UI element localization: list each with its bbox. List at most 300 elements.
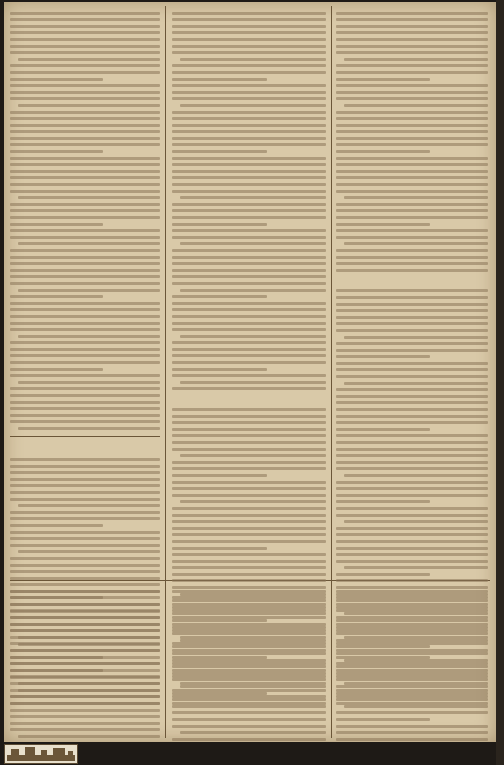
text-line (336, 401, 488, 404)
text-line (172, 302, 326, 305)
text-line (336, 303, 488, 306)
text-line (336, 579, 488, 582)
text-line (172, 130, 326, 133)
text-line (172, 656, 267, 659)
text-line (10, 465, 160, 468)
lower-column-1 (10, 586, 160, 708)
text-line (336, 349, 488, 352)
text-line (172, 527, 326, 530)
text-line (10, 420, 160, 423)
text-line (172, 91, 326, 94)
text-line (344, 474, 488, 477)
text-line (172, 183, 326, 186)
text-line (172, 71, 326, 74)
text-line (172, 642, 326, 645)
text-line (172, 249, 326, 252)
text-line (336, 183, 488, 186)
text-line (336, 481, 488, 484)
newspaper-page (4, 2, 496, 742)
text-line (172, 361, 326, 364)
text-line (172, 12, 326, 15)
text-line (10, 150, 103, 153)
text-line (172, 45, 326, 48)
text-block-serial (10, 590, 160, 705)
text-line (336, 711, 488, 714)
text-line (172, 236, 326, 239)
library-stamp-icon (4, 744, 78, 764)
text-line (172, 711, 326, 714)
text-line (10, 478, 160, 481)
text-line (10, 669, 160, 672)
text-line (10, 531, 160, 534)
text-line (336, 718, 430, 721)
text-line (10, 374, 160, 377)
text-line (10, 25, 160, 28)
text-line (336, 31, 488, 34)
text-line (180, 104, 326, 107)
text-line (10, 709, 160, 712)
text-line (336, 590, 488, 593)
text-line (10, 229, 160, 232)
text-line (10, 728, 160, 731)
text-line (336, 368, 488, 371)
text-line (10, 596, 160, 599)
text-line (172, 408, 326, 411)
text-line (336, 461, 488, 464)
text-line (172, 487, 326, 490)
text-line (10, 354, 160, 357)
text-line (336, 190, 488, 193)
text-line (172, 689, 326, 692)
text-line (172, 38, 326, 41)
text-line (172, 282, 326, 285)
text-line (172, 649, 326, 652)
text-line (336, 408, 488, 411)
text-line (336, 289, 488, 292)
text-line (172, 494, 326, 497)
text-block-serial (172, 590, 326, 705)
text-line (10, 675, 160, 678)
text-line (344, 104, 488, 107)
text-line (336, 500, 430, 503)
text-line (10, 315, 160, 318)
text-line (336, 560, 488, 563)
text-line (336, 163, 488, 166)
text-block-column-3-top (336, 12, 488, 272)
text-line (18, 335, 160, 338)
text-line (336, 695, 488, 698)
text-line (336, 738, 488, 741)
text-line (18, 735, 160, 738)
text-line (172, 481, 326, 484)
text-line (336, 656, 430, 659)
text-line (172, 275, 326, 278)
text-line (172, 31, 326, 34)
text-line (336, 38, 488, 41)
text-line (172, 662, 326, 665)
text-line (10, 170, 160, 173)
text-line (336, 675, 488, 678)
text-line (10, 577, 160, 580)
text-line (336, 84, 488, 87)
text-line (172, 315, 326, 318)
text-line (336, 375, 488, 378)
text-line (10, 407, 160, 410)
text-line (10, 715, 160, 718)
text-line (344, 382, 488, 385)
text-line (336, 702, 488, 705)
text-line (10, 143, 160, 146)
text-line (336, 609, 488, 612)
text-line (172, 702, 326, 705)
text-line (172, 675, 326, 678)
text-line (10, 117, 160, 120)
text-line (180, 196, 326, 199)
text-line (10, 557, 160, 560)
text-line (172, 256, 326, 259)
text-line (10, 71, 160, 74)
text-line (10, 124, 160, 127)
text-line (172, 124, 326, 127)
text-line (10, 387, 160, 390)
text-line (10, 209, 160, 212)
text-line (172, 354, 326, 357)
text-line (18, 682, 160, 685)
text-line (336, 553, 488, 556)
text-line (18, 104, 160, 107)
text-line (336, 176, 488, 179)
text-line (336, 547, 488, 550)
text-line (336, 507, 488, 510)
text-line (180, 289, 326, 292)
text-line (10, 609, 160, 612)
text-line (336, 78, 430, 81)
text-line (172, 579, 326, 582)
text-line (172, 467, 326, 470)
text-line (10, 471, 160, 474)
text-line (180, 58, 326, 61)
text-line (336, 395, 488, 398)
text-line (10, 322, 160, 325)
text-line (172, 368, 267, 371)
text-line (10, 414, 160, 417)
text-line (344, 58, 488, 61)
text-line (344, 196, 488, 199)
text-line (18, 427, 160, 430)
text-line (10, 78, 103, 81)
text-line (336, 18, 488, 21)
text-line (10, 695, 160, 698)
text-line (10, 491, 160, 494)
text-line (336, 51, 488, 54)
text-line (172, 507, 326, 510)
text-line (336, 623, 488, 626)
text-line (10, 590, 160, 593)
dateline-oldenburg (336, 276, 488, 286)
text-line (336, 355, 430, 358)
text-line (344, 566, 488, 569)
text-line (180, 500, 326, 503)
text-line (336, 223, 430, 226)
text-line (10, 394, 160, 397)
text-line (336, 689, 488, 692)
text-line (10, 702, 160, 705)
text-line (336, 725, 488, 728)
text-line (172, 84, 326, 87)
text-line (180, 636, 326, 639)
text-line (336, 467, 488, 470)
text-line (10, 662, 160, 665)
text-line (336, 316, 488, 319)
text-line (180, 454, 326, 457)
text-line (10, 282, 160, 285)
text-line (180, 242, 326, 245)
text-line (10, 275, 160, 278)
text-line (172, 421, 326, 424)
text-line (172, 718, 326, 721)
text-line (18, 196, 160, 199)
text-line (10, 689, 160, 692)
text-line (10, 722, 160, 725)
text-line (172, 18, 326, 21)
text-line (172, 97, 326, 100)
text-line (336, 12, 488, 15)
text-line (172, 150, 267, 153)
text-line (172, 387, 326, 390)
text-line (172, 143, 326, 146)
text-line (10, 137, 160, 140)
text-line (10, 302, 160, 305)
text-line (344, 682, 488, 685)
text-line (172, 623, 326, 626)
text-line (10, 616, 160, 619)
text-line (10, 163, 160, 166)
text-line (336, 421, 488, 424)
text-line (172, 448, 326, 451)
text-line (336, 603, 488, 606)
text-line (10, 84, 160, 87)
text-line (172, 51, 326, 54)
text-line (10, 249, 160, 252)
text-line (10, 223, 103, 226)
column-rule (331, 6, 332, 738)
text-line (336, 388, 488, 391)
text-line (336, 428, 430, 431)
text-line (10, 603, 160, 606)
text-line (172, 560, 326, 563)
text-line (172, 374, 326, 377)
text-line (172, 461, 326, 464)
text-line (172, 725, 326, 728)
text-line (336, 249, 488, 252)
text-line (336, 533, 488, 536)
text-line (336, 362, 488, 365)
text-line (10, 524, 103, 527)
text-line (10, 498, 160, 501)
text-line (336, 527, 488, 530)
text-line (10, 642, 160, 645)
text-line (18, 58, 160, 61)
text-line (18, 550, 160, 553)
text-line (10, 458, 160, 461)
text-line (10, 656, 103, 659)
text-line (10, 269, 160, 272)
text-line (336, 434, 488, 437)
column-rule (165, 6, 166, 738)
text-line (172, 163, 326, 166)
text-line (10, 401, 160, 404)
text-block-serial (336, 590, 488, 705)
text-line (336, 97, 488, 100)
text-line (10, 190, 160, 193)
text-line (336, 342, 488, 345)
text-line (172, 216, 326, 219)
text-line (10, 629, 160, 632)
text-line (172, 269, 326, 272)
text-line (180, 335, 326, 338)
text-line (336, 256, 488, 259)
dateline-bremen (172, 394, 326, 404)
text-line (172, 176, 326, 179)
text-line (172, 695, 326, 698)
text-line (18, 242, 160, 245)
text-line (172, 669, 326, 672)
text-line (172, 223, 267, 226)
text-line (18, 636, 160, 639)
text-line (336, 130, 488, 133)
text-line (336, 269, 488, 272)
text-line (172, 596, 326, 599)
page-edge (496, 0, 504, 765)
text-line (10, 203, 160, 206)
text-line (344, 336, 488, 339)
text-line (10, 564, 160, 567)
text-line (18, 381, 160, 384)
text-line (336, 629, 488, 632)
text-line (336, 514, 488, 517)
text-line (10, 38, 160, 41)
text-line (172, 229, 326, 232)
text-line (10, 45, 160, 48)
text-line (172, 341, 326, 344)
text-line (10, 12, 160, 15)
text-line (336, 117, 488, 120)
text-line (336, 296, 488, 299)
text-line (336, 329, 488, 332)
text-line (10, 511, 160, 514)
text-line (10, 328, 160, 331)
text-line (344, 520, 488, 523)
text-line (172, 64, 326, 67)
text-line (172, 203, 326, 206)
text-line (336, 209, 488, 212)
text-line (172, 348, 326, 351)
text-line (336, 642, 488, 645)
text-line (336, 25, 488, 28)
text-line (336, 71, 488, 74)
text-line (336, 309, 488, 312)
text-line (344, 242, 488, 245)
text-line (172, 566, 326, 569)
text-line (10, 91, 160, 94)
text-line (10, 341, 160, 344)
text-line (172, 190, 326, 193)
text-line (10, 18, 160, 21)
text-line (336, 669, 488, 672)
text-line (172, 157, 326, 160)
text-line (10, 361, 160, 364)
text-line (10, 348, 160, 351)
text-line (172, 428, 326, 431)
text-line (10, 649, 160, 652)
text-line (336, 616, 488, 619)
text-line (336, 150, 430, 153)
text-line (10, 537, 160, 540)
text-line (10, 295, 103, 298)
text-line (336, 731, 488, 734)
text-line (336, 662, 488, 665)
text-line (172, 308, 326, 311)
text-line (336, 143, 488, 146)
lower-column-3 (336, 586, 488, 708)
text-line (172, 111, 326, 114)
text-line (336, 124, 488, 127)
text-line (172, 441, 326, 444)
text-line (344, 636, 488, 639)
text-line (10, 64, 160, 67)
text-line (10, 262, 160, 265)
text-line (336, 649, 488, 652)
text-line (10, 308, 160, 311)
text-line (10, 97, 160, 100)
text-line (336, 540, 488, 543)
text-line (10, 216, 160, 219)
lower-column-2 (172, 586, 326, 708)
text-line (10, 517, 160, 520)
text-line (172, 603, 326, 606)
text-line (10, 31, 160, 34)
text-line (172, 573, 326, 576)
text-line (336, 448, 488, 451)
text-line (336, 203, 488, 206)
text-line (336, 45, 488, 48)
text-line (336, 137, 488, 140)
text-line (172, 117, 326, 120)
text-line (336, 170, 488, 173)
text-line (336, 236, 488, 239)
text-line (10, 623, 160, 626)
text-line (172, 434, 326, 437)
text-line (172, 629, 326, 632)
text-line (172, 520, 326, 523)
text-line (336, 573, 430, 576)
text-line (336, 487, 488, 490)
text-line (10, 130, 160, 133)
text-line (336, 322, 488, 325)
text-line (172, 415, 326, 418)
text-line (10, 176, 160, 179)
text-line (10, 544, 160, 547)
text-line (336, 229, 488, 232)
text-line (172, 209, 326, 212)
section-heading (10, 436, 160, 454)
text-line (172, 137, 326, 140)
text-line (172, 514, 326, 517)
text-line (172, 262, 326, 265)
text-line (18, 289, 160, 292)
text-line (172, 609, 326, 612)
text-line (336, 494, 488, 497)
